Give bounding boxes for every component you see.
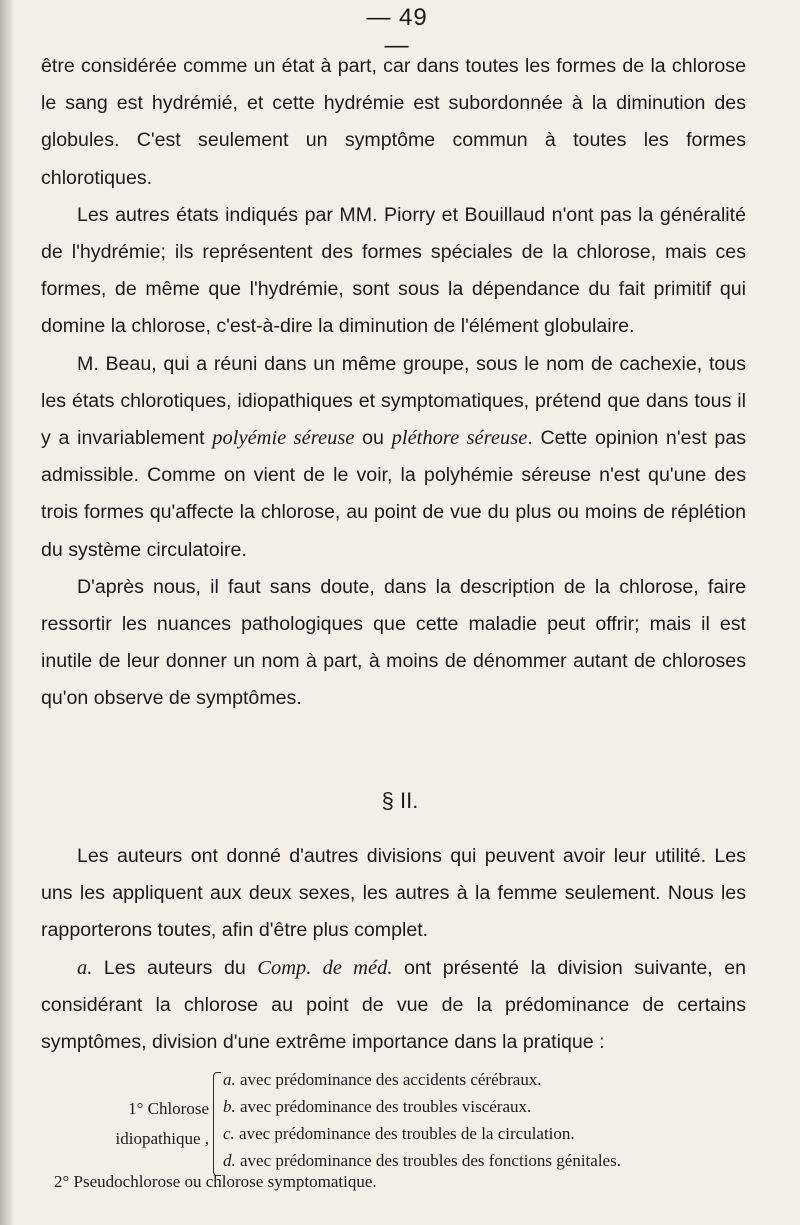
classification-block — [0, 1066, 800, 1176]
section-heading: § II. — [381, 788, 419, 813]
paragraph-2: Les autres états indiqués par MM. Piorry et Bouillaud n'ont pas la généralité de l'hydrémie; ils représentent des formes spéciales de la chlorose, mais ces formes, de même que l'hydrémie, sont sous la dépendance du fait primitif qui domine la chlorose, c'est-à-dire la diminution de l'élément globulaire. — [41, 203, 746, 338]
classification-item-letter: c. — [223, 1124, 235, 1143]
term-plethore-sereuse: pléthore séreuse — [391, 427, 528, 450]
classification-label-line-1: 1° Chlorose — [128, 1099, 209, 1118]
paragraph-6-end: ont présenté la division suivante, en considérant la chlorose au point de vue de la prédominance de certains symptômes, division d'une extrême importance dans la pratique : — [41, 956, 747, 1054]
classification-item-text: avec prédominance des troubles viscéraux. — [235, 1097, 532, 1116]
paragraph-4: D'après nous, il faut sans doute, dans la description de la chlorose, faire ressortir les nuances pathologiques que cette maladie peut offrir; mais il est inutile de leur donner un nom à part, à moins de dénommer autant de chloroses qu'on observe de symptômes. — [41, 575, 746, 710]
page-number: — 49 — — [366, 4, 428, 59]
classification-list — [223, 1066, 621, 1174]
paragraph-5: Les auteurs ont donné d'autres divisions qui peuvent avoir leur utilité. Les uns les appliquent aux deux sexes, les autres à la femme seulement. Nous les rapporterons toutes, afin d'être plus complet. — [41, 845, 746, 942]
paragraph-1: être considérée comme un état à part, car dans toutes les formes de la chlorose le sang est hydrémié, et cette hydrémie est subordonnée à la diminution des globules. C'est seulement un symptôme commun à toutes les formes chlorotiques. — [41, 55, 746, 189]
paragraph-6 — [41, 950, 746, 1062]
classification-item-letter: b. — [223, 1097, 236, 1116]
paragraph-3-mid: ou — [354, 427, 392, 450]
brace-bracket — [213, 1072, 221, 1176]
term-polyemie-sereuse: polyémie séreuse — [212, 427, 355, 450]
classification-second-item: 2° Pseudochlorose ou chlorose symptomatique. — [54, 1172, 377, 1191]
body-text-top — [41, 48, 746, 718]
classification-item — [223, 1066, 621, 1093]
classification-item — [223, 1147, 621, 1174]
paragraph-3-end: . Cette opinion n'est pas admissible. Comme on vient de le voir, la polyhémie séreuse n'est qu'une des trois formes qu'affecte la chlorose, au point de vue du plus ou moins de réplétion du système circulatoire. — [41, 427, 747, 561]
paragraph-6-start: Les auteurs du — [92, 956, 258, 979]
classification-label-line-2: idiopathique , — [115, 1129, 209, 1148]
classification-label — [54, 1094, 209, 1154]
classification-item-letter: d. — [223, 1151, 236, 1170]
classification-item-text: avec prédominance des accidents cérébraux. — [235, 1070, 542, 1089]
classification-item-text: avec prédominance des troubles de la circulation. — [234, 1124, 575, 1143]
body-text-bottom — [41, 838, 746, 1061]
reference-comp-de-med: Comp. de méd. — [257, 956, 393, 979]
classification-item-text: avec prédominance des troubles des fonctions génitales. — [235, 1151, 621, 1170]
paragraph-3 — [41, 346, 746, 569]
classification-item — [223, 1120, 621, 1147]
classification-item-letter: a. — [223, 1070, 236, 1089]
paragraph-3-start: M. Beau, qui a réuni dans un même groupe, sous le nom de cachexie, tous les états chlorotiques, idiopathiques et symptomatiques, prétend que dans tous il y a invariablement — [41, 352, 746, 450]
classification-item — [223, 1093, 621, 1120]
item-letter-a: a. — [77, 956, 93, 979]
